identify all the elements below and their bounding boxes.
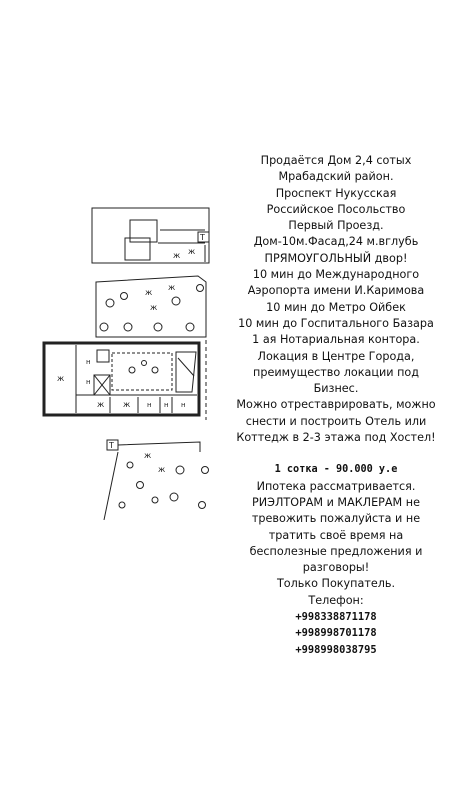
room-mark-t: Т [109,441,114,450]
room-mark-zh: ж [158,465,166,474]
price-line: Только Покупатель. [276,577,396,591]
phone-label: Телефон: [308,593,364,607]
room-mark-n: н [181,401,186,409]
room-mark-zh: ж [168,283,176,292]
room-mark-t: Т [200,233,205,242]
listing-line: Российское Посольство [266,202,406,216]
phone-number[interactable]: +998998038795 [295,643,377,656]
room-mark-zh: ж [145,288,153,297]
listing-line: Продаётся Дом 2,4 сотых [260,154,412,167]
neighbor-plot-top [92,208,209,263]
listing-line: Бизнес. [313,382,359,396]
price-line: бесполезные предложения и [249,544,423,558]
price-line: разговоры! [302,561,370,575]
room-mark-zh: ж [144,451,152,460]
listing-text [228,153,444,658]
phone-list [228,609,444,658]
neighbor-plot-middle [96,276,206,337]
listing-line: 10 мин до Госпитального Базара [238,316,434,330]
room-mark-n: н [86,378,91,386]
price-line: тратить своё время на [268,528,404,542]
phone-number[interactable]: +998998701178 [295,627,377,640]
price-line: Ипотека рассматривается. [256,479,416,493]
listing-line: Дом-10м.Фасад,24 м.вглубь [253,235,419,249]
neighbor-plot-bottom [104,440,209,520]
price-line: РИЭЛТОРАМ и МАКЛЕРАМ не [252,495,420,509]
listing-line: Первый Проезд. [288,219,384,233]
listing-line: Проспект Нукусская [275,186,397,200]
price-line: 1 сотка - 90.000 у.е [274,464,398,476]
room-mark-zh: ж [150,303,158,312]
listing-line: 10 мин до Метро Ойбек [266,300,406,314]
phone-number[interactable]: +998338871178 [295,611,377,624]
room-mark-zh: ж [188,247,196,256]
room-mark-n: н [164,401,169,409]
room-mark-zh: ж [123,400,131,409]
listing-line: Аэропорта имени И.Каримова [247,284,425,298]
room-mark-zh: ж [97,400,105,409]
listing-line: Локация в Центре Города, [257,349,415,363]
price-line: тревожить пожалуйста и не [251,512,421,526]
room-mark-zh: ж [173,251,181,260]
listing-line: преимущество локации под [253,365,419,379]
listing-line: снести и построить Отель или [245,414,427,428]
listing-line: Коттедж в 2-3 этажа под Хостел! [236,431,436,445]
site-plan-sketch [0,0,225,520]
listing-line: Можно отреставрировать, можно [236,398,436,412]
room-mark-n: н [86,358,91,366]
listing-line: 10 мин до Международного [252,268,420,282]
room-mark-zh: ж [57,374,65,383]
listing-line: ПРЯМОУГОЛЬНЫЙ двор! [264,251,408,265]
subject-plot [44,340,206,420]
listing-line: Мрабадский район. [278,170,394,184]
listing-line: 1 ая Нотариальная контора. [252,333,420,347]
room-mark-n: н [147,401,152,409]
